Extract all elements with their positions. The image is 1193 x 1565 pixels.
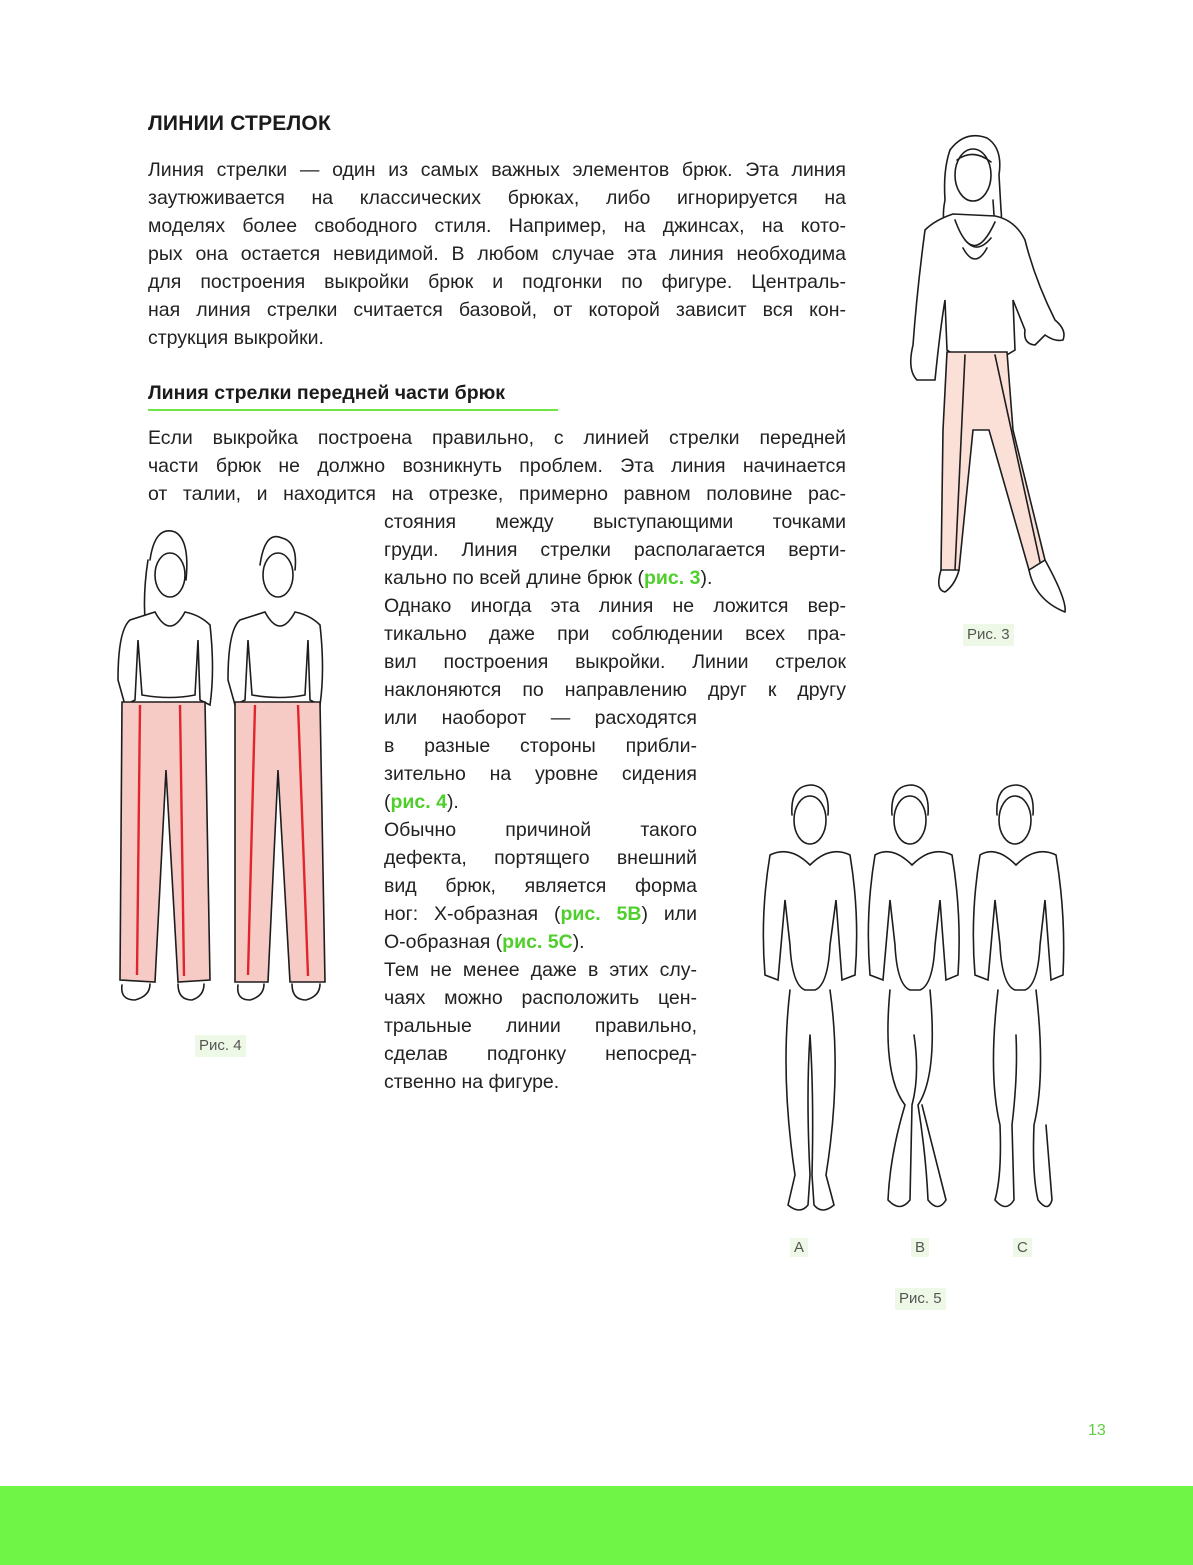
text-line: груди. Линия стрелки располагается верти-: [384, 539, 846, 561]
text-line: наклоняются по направлению друг к другу: [384, 679, 846, 701]
text-line: рых она остается невидимой. В любом случае эта линия необходима: [148, 243, 846, 265]
figure-3-caption: Рис. 3: [963, 624, 1014, 646]
text-segment: ног: Х-образная (: [384, 903, 561, 925]
subsection-heading: Линия стрелки передней части брюк: [148, 382, 558, 411]
intro-paragraph: [148, 156, 846, 352]
figure-5-caption: Рис. 5: [895, 1288, 946, 1310]
text-segment: ).: [446, 791, 459, 813]
text-segment: ).: [572, 931, 585, 953]
figure-5-illustration: [750, 775, 1070, 1235]
figure-4-left: [118, 531, 213, 1000]
figure-ref-5b[interactable]: рис. 5B: [560, 903, 642, 925]
text-line: заутюживается на классических брюках, либо игнорируется на: [148, 187, 846, 209]
figure-ref-3[interactable]: рис. 3: [644, 567, 701, 589]
text-line: моделях более свободного стиля. Например, на джинсах, на кото-: [148, 215, 846, 237]
text-line: [384, 564, 846, 592]
text-line: в разные стороны прибли-: [384, 735, 697, 757]
text-line: [384, 900, 697, 928]
text-line: от талии, и находится на отрезке, примерно равном половине рас-: [148, 483, 846, 505]
figure-3-illustration: [895, 130, 1085, 620]
text-line: тральные линии правильно,: [384, 1015, 697, 1037]
figure-5a-label: A: [790, 1238, 808, 1257]
text-segment: (: [384, 791, 391, 813]
section-heading: ЛИНИИ СТРЕЛОК: [148, 112, 331, 135]
text-line: ная линия стрелки считается базовой, от которой зависит вся кон-: [148, 299, 846, 321]
front-paragraph-wide: [148, 424, 846, 508]
footer-bar: [0, 1486, 1193, 1565]
text-line: зительно на уровне сидения: [384, 763, 697, 785]
figure-ref-4[interactable]: рис. 4: [390, 791, 447, 813]
figure-4-caption: Рис. 4: [195, 1035, 246, 1057]
text-segment: ).: [700, 567, 713, 589]
figure-5-b: [868, 785, 959, 1207]
figure-ref-5c[interactable]: рис. 5C: [502, 931, 573, 953]
text-line: [384, 928, 697, 956]
text-line: или наоборот — расходятся: [384, 707, 697, 729]
text-line: Если выкройка построена правильно, с линией стрелки передней: [148, 427, 846, 449]
text-line: для построения выкройки брюк и подгонки по фигуре. Централь-: [148, 271, 846, 293]
text-segment: кально по всей длине брюк (: [384, 567, 645, 589]
text-line: вил построения выкройки. Линии стрелок: [384, 651, 846, 673]
text-line: чаях можно расположить цен-: [384, 987, 697, 1009]
text-line: струкция выкройки.: [148, 327, 324, 349]
text-line: дефекта, портящего внешний: [384, 847, 697, 869]
text-line: Линия стрелки — один из самых важных элементов брюк. Эта линия: [148, 159, 846, 181]
figure-5-a: [763, 785, 856, 1210]
figure-5b-label: B: [911, 1238, 929, 1257]
text-line: части брюк не должно возникнуть проблем. Эта линия начинается: [148, 455, 846, 477]
text-line: [384, 788, 697, 816]
figure-4-right: [228, 537, 325, 1000]
text-line: Обычно причиной такого: [384, 819, 697, 841]
trousers: [120, 702, 210, 982]
figure-5c-label: C: [1013, 1238, 1032, 1257]
text-segment: ) или: [641, 903, 698, 925]
text-line: сделав подгонку непосред-: [384, 1043, 697, 1065]
figure-5-c: [973, 785, 1063, 1207]
text-line: тикально даже при соблюдении всех пра-: [384, 623, 846, 645]
text-line: Тем не менее даже в этих слу-: [384, 959, 697, 981]
text-line: ственно на фигуре.: [384, 1071, 560, 1093]
text-line: вид брюк, является форма: [384, 875, 697, 897]
front-paragraph-narrow: [384, 704, 697, 1096]
page-number: 13: [1088, 1422, 1106, 1439]
text-line: стояния между выступающими точками: [384, 511, 846, 533]
text-segment: О-образная (: [384, 931, 503, 953]
figure-4-illustration: [100, 520, 340, 1020]
text-line: Однако иногда эта линия не ложится вер-: [384, 595, 846, 617]
head: [955, 149, 991, 201]
front-paragraph-mid: [384, 508, 846, 704]
